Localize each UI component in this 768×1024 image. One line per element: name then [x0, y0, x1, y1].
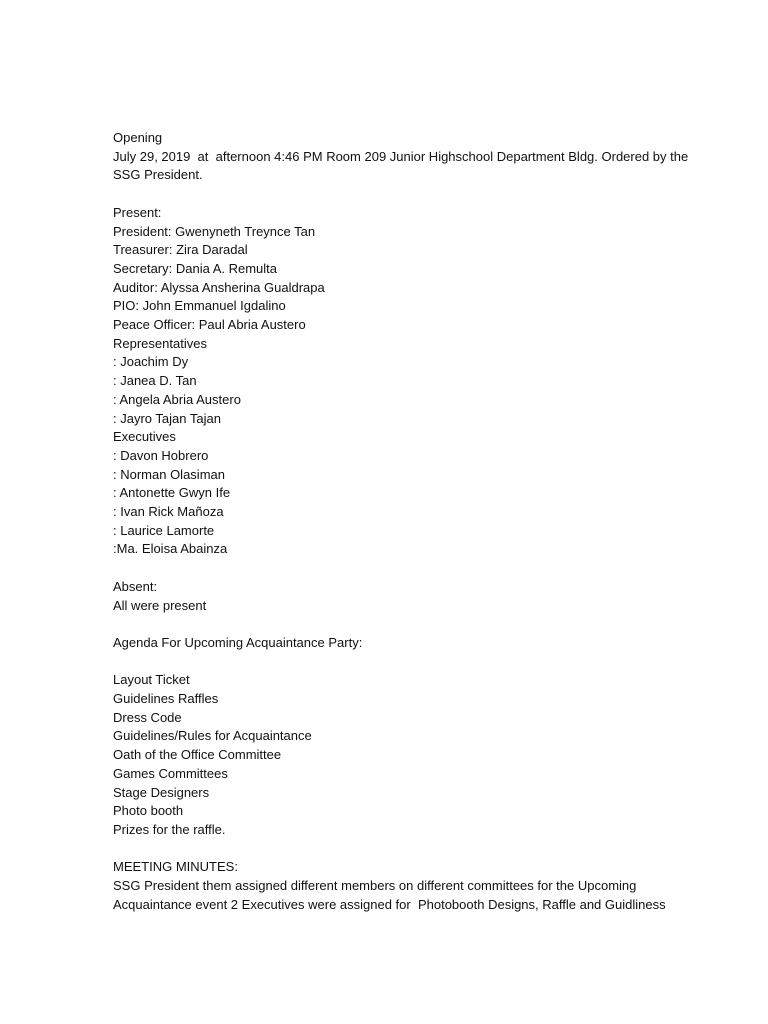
- present-heading: Present:: [113, 204, 162, 220]
- officer-line: Auditor: Alyssa Ansherina Gualdrapa: [113, 279, 325, 295]
- representatives-heading: Representatives: [113, 335, 207, 351]
- opening-line-2: SSG President.: [113, 167, 203, 183]
- representative-line: : Jayro Tajan Tajan: [113, 410, 221, 426]
- executive-line: : Ivan Rick Mañoza: [113, 504, 224, 520]
- opening-section: [113, 129, 713, 185]
- executive-line: : Norman Olasiman: [113, 466, 225, 482]
- minutes-line-2: Acquaintance event 2 Executives were assigned for Photobooth Designs, Raffle and Guidliness: [113, 896, 666, 912]
- spacer: [113, 653, 713, 672]
- absent-text: All were present: [113, 597, 207, 613]
- agenda-item: Layout Ticket: [113, 672, 190, 688]
- spacer: [113, 840, 713, 859]
- officer-line: Peace Officer: Paul Abria Austero: [113, 317, 306, 333]
- document-body: [113, 129, 713, 914]
- executive-line: : Davon Hobrero: [113, 447, 209, 463]
- minutes-line-1: SSG President them assigned different members on different committees for the Upcoming: [113, 878, 637, 894]
- agenda-item: Oath of the Office Committee: [113, 747, 282, 763]
- officer-line: President: Gwenyneth Treynce Tan: [113, 223, 316, 239]
- representative-line: : Angela Abria Austero: [113, 391, 241, 407]
- present-section: [113, 204, 713, 559]
- opening-line-1: July 29, 2019 at afternoon 4:46 PM Room 209 Junior Highschool Department Bldg. Ordered by the: [113, 148, 689, 164]
- minutes-section: [113, 858, 713, 914]
- executive-line: : Antonette Gwyn Ife: [113, 485, 231, 501]
- officer-line: Treasurer: Zira Daradal: [113, 242, 248, 258]
- spacer: [113, 185, 713, 204]
- agenda-heading: Agenda For Upcoming Acquaintance Party:: [113, 634, 363, 650]
- representative-line: : Janea D. Tan: [113, 373, 197, 389]
- opening-heading: Opening: [113, 130, 163, 145]
- minutes-heading: MEETING MINUTES:: [113, 859, 238, 875]
- absent-heading: Absent:: [113, 578, 158, 594]
- officer-line: PIO: John Emmanuel Igdalino: [113, 298, 286, 314]
- absent-section: [113, 578, 713, 615]
- agenda-item: Dress Code: [113, 709, 182, 725]
- officer-line: Secretary: Dania A. Remulta: [113, 260, 278, 276]
- agenda-item: Photo booth: [113, 803, 184, 819]
- spacer: [113, 559, 713, 578]
- agenda-item: Guidelines Raffles: [113, 691, 219, 707]
- representative-line: : Joachim Dy: [113, 354, 189, 370]
- executives-heading: Executives: [113, 429, 176, 445]
- agenda-item: Stage Designers: [113, 784, 210, 800]
- agenda-section: [113, 634, 713, 840]
- spacer: [113, 615, 713, 634]
- agenda-item: Prizes for the raffle.: [113, 821, 226, 837]
- agenda-item: Games Committees: [113, 765, 228, 781]
- agenda-item: Guidelines/Rules for Acquaintance: [113, 728, 312, 744]
- executive-line: :Ma. Eloisa Abainza: [113, 541, 228, 557]
- executive-line: : Laurice Lamorte: [113, 522, 215, 538]
